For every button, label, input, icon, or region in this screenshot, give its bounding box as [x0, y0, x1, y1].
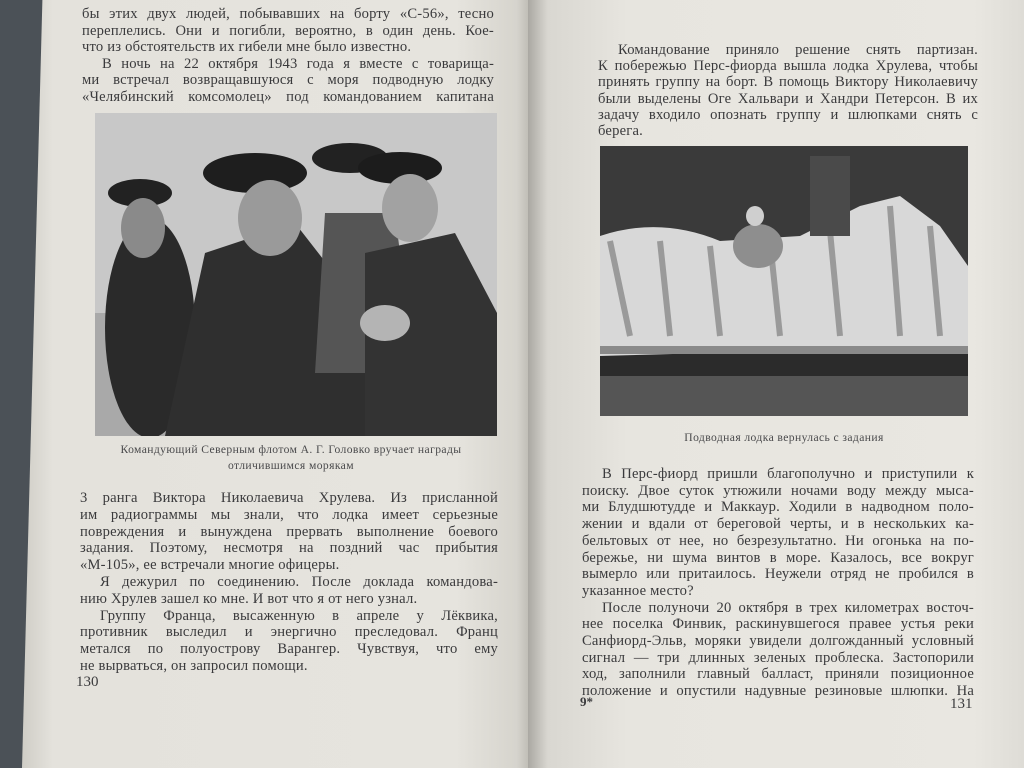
text-line: вымерло или притаилось. Неужели отряд не пробился в	[582, 566, 974, 583]
text-line: метался по полуострову Варангер. Чувствуя, что ему	[80, 641, 498, 658]
text-line: Санфиорд-Эльв, моряки увидели долгожданный условный	[582, 633, 974, 649]
text-line: что из обстоятельств их гибели мне было известно.	[82, 39, 412, 55]
text-line: поиску. Двое суток утюжили ночами воду между мыса-	[582, 482, 974, 499]
text-line: В Перс-фиорд пришли благополучно и приступили к	[602, 466, 974, 482]
caption-line: отличившимся морякам	[228, 459, 354, 472]
text-line: задания. Поэтому, несмотря на поздний час прибытия	[80, 540, 498, 557]
text-line: им радиограммы мы знали, что лодка имеет серьезные	[80, 506, 498, 523]
text-line: К побережью Перс-фиорда вышла лодка Хрулева, чтобы	[598, 58, 978, 75]
text-line: бы этих двух людей, побывавших на борту «С-56», тесно	[82, 6, 494, 22]
text-line: берега.	[598, 123, 643, 139]
page-number-left: 130	[76, 674, 99, 690]
photo-iced-submarine	[600, 146, 968, 416]
text-line: принять группу на борт. В помощь Виктору Николаевичу	[598, 74, 978, 91]
text-line: положение и опустили надувные резиновые шлюпки. На	[582, 683, 974, 700]
text-line: бельтовых от нее, но безрезультатно. Ни огонька на по-	[582, 532, 974, 549]
text-line: задачу входило опознать группу и шлюпками снять с	[598, 106, 978, 123]
page-number-right: 131	[950, 696, 973, 712]
text-line: В ночь на 22 октября 1943 года я вместе с товарища-	[102, 55, 494, 72]
text-line: ми Блудшютудде и Маккаур. Ходили в надводном поло-	[582, 499, 974, 516]
text-line: противник выследил и энергично преследовал. Франц	[80, 624, 498, 641]
signature-mark: 9*	[580, 694, 593, 709]
right-photo-caption: Подводная лодка вернулась с задания	[684, 431, 884, 444]
text-line: переплелись. Они и погибли, вероятно, в один день. Кое-	[82, 22, 494, 39]
text-line: После полуночи 20 октября в трех километрах восточ-	[602, 599, 974, 616]
text-line: 3 ранга Виктора Николаевича Хрулева. Из присланной	[80, 490, 498, 506]
text-line: нию Хрулев зашел ко мне. И вот что я от него узнал.	[80, 590, 418, 607]
text-line: сигнал — три длинных зеленых проблеска. Застопорили	[582, 649, 974, 666]
text-line: Группу Франца, высаженную в апреле у Лёквика,	[100, 607, 498, 624]
text-line: бережье, ни шума винтов в море. Казалось, все вокруг	[582, 549, 974, 566]
text-line: ми встречал возвращавшуюся с моря подводную лодку	[82, 72, 494, 88]
text-line: «Челябинский комсомолец» под командованием капитана	[82, 88, 494, 105]
text-line: жении и вдали от береговой черты, и в нескольких ка-	[582, 516, 974, 533]
caption-line: Командующий Северным флотом А. Г. Головко вручает награды	[120, 443, 462, 456]
text-line: Командование приняло решение снять партизан.	[618, 42, 978, 58]
text-line: повреждения и вынуждена прервать выполнение боевого	[80, 523, 498, 540]
photo-admiral-awarding-sailors	[95, 113, 497, 436]
text-line: были выделены Оге Хальвари и Хандри Петерсон. В их	[598, 90, 978, 107]
text-line: указанное место?	[582, 582, 694, 599]
text-line: нее поселка Финвик, раскинувшегося правее устья реки	[582, 616, 974, 633]
text-line: не вырваться, он запросил помощи.	[80, 658, 308, 674]
text-line: «М-105», ее встречали многие офицеры.	[80, 557, 340, 574]
text-line: Я дежурил по соединению. После доклада командова-	[100, 574, 498, 590]
text-line: ход, заполнили главный балласт, приняли позиционное	[582, 666, 974, 683]
